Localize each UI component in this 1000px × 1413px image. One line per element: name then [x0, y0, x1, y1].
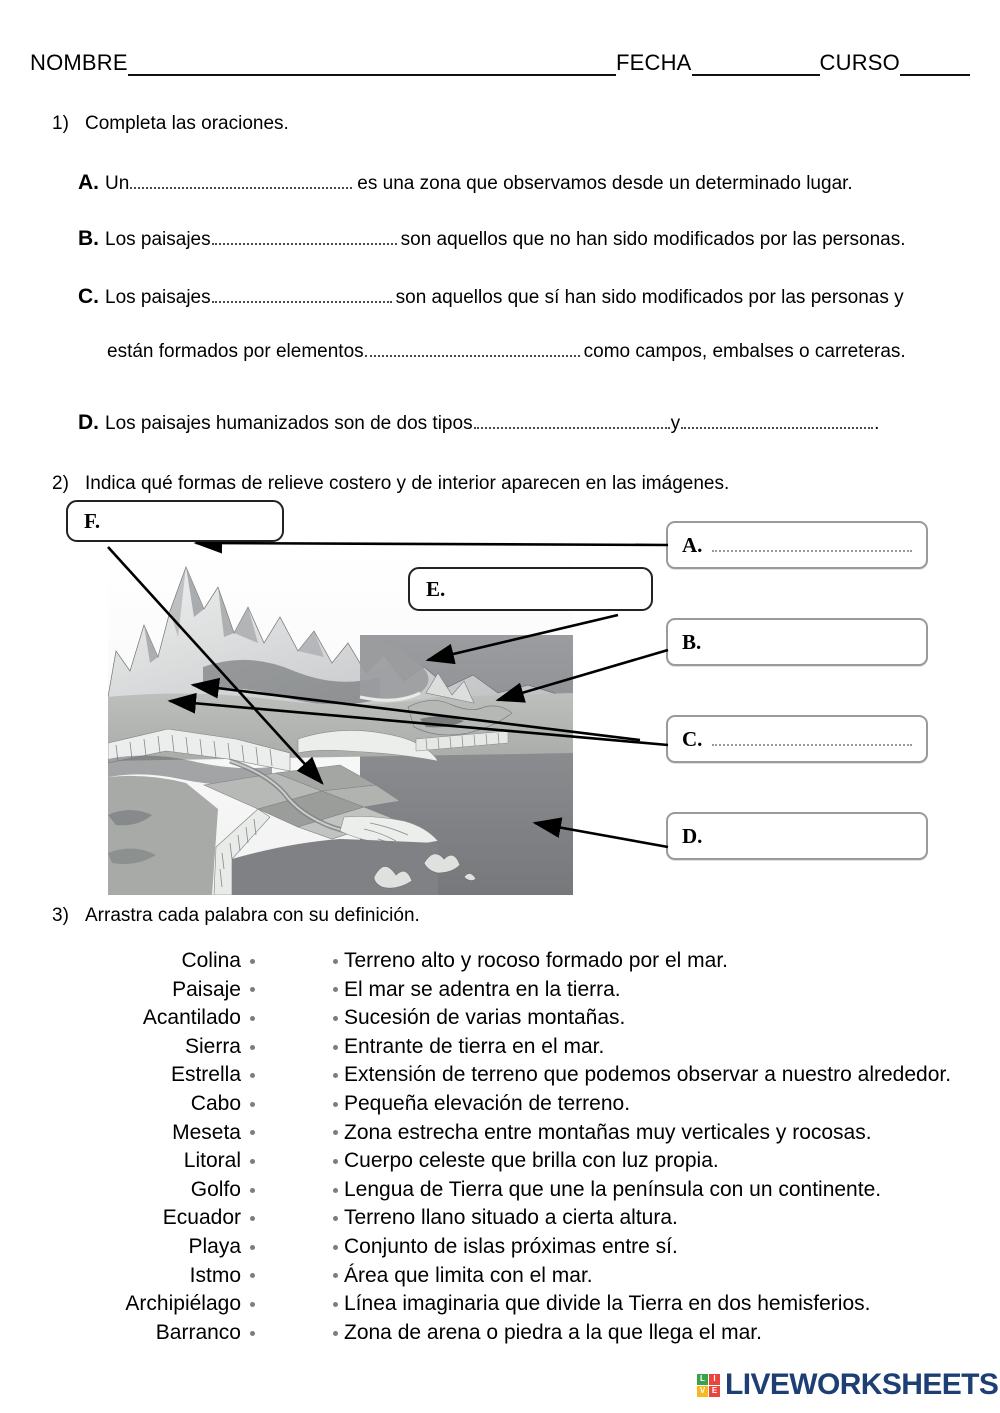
curso-input-rule[interactable]: [900, 60, 970, 76]
connector-dot[interactable]: [333, 1159, 338, 1164]
connector-dot[interactable]: [333, 1302, 338, 1307]
exercise1-number: 1): [52, 113, 69, 134]
word-label: Istmo: [189, 1263, 241, 1287]
item-a-post-text: es una zona que observamos desde un determinado lugar.: [357, 173, 853, 194]
item-d-letter: D.: [78, 411, 99, 434]
definition-label: Terreno llano situado a cierta altura.: [344, 1206, 678, 1230]
item-c2-pre-text: están formados por elementos: [107, 341, 364, 362]
logo-cell-l: L: [697, 1374, 708, 1385]
definition-label: Extensión de terreno que podemos observar a nuestro alrededor.: [344, 1063, 952, 1087]
answer-box-d-letter: D.: [682, 823, 703, 848]
item-a-letter: A.: [78, 171, 99, 194]
logo-cell-e: E: [709, 1386, 720, 1397]
exercise2-number: 2): [52, 473, 69, 494]
connector-dot[interactable]: [333, 1216, 338, 1221]
connector-dot[interactable]: [333, 1045, 338, 1050]
word-label: Meseta: [172, 1120, 241, 1144]
word-label: Golfo: [190, 1177, 241, 1201]
word-item[interactable]: [0, 1061, 255, 1090]
word-label: Acantilado: [142, 1006, 241, 1030]
word-item[interactable]: [0, 1176, 255, 1205]
item-c-post-text: son aquellos que sí han sido modificados por las personas y: [395, 287, 904, 308]
word-item[interactable]: [0, 1033, 255, 1062]
exercise1-item-c-continuation: [107, 341, 906, 363]
answer-box-a[interactable]: [666, 521, 928, 569]
curso-label: CURSO: [819, 50, 900, 75]
word-label: Playa: [188, 1234, 241, 1258]
answer-box-c[interactable]: [666, 715, 928, 763]
definition-label: Lengua de Tierra que une la península con un continente.: [344, 1177, 882, 1201]
definition-item[interactable]: [333, 1233, 1000, 1262]
arrow-a: [196, 543, 668, 545]
word-item[interactable]: [0, 976, 255, 1005]
word-label: Estrella: [170, 1063, 241, 1087]
answer-box-c-letter: C.: [682, 726, 703, 751]
nombre-input-rule[interactable]: [128, 60, 616, 76]
exercise2-diagram: [0, 495, 1000, 905]
word-item[interactable]: [0, 1319, 255, 1348]
answer-box-a-input[interactable]: [712, 539, 912, 552]
definition-item[interactable]: [333, 1147, 1000, 1176]
answer-box-a-letter: A.: [682, 532, 703, 557]
connector-dot[interactable]: [333, 1016, 338, 1021]
connector-dot[interactable]: [333, 1245, 338, 1250]
item-d-conjunction: y: [670, 413, 681, 434]
words-column: [0, 947, 255, 1347]
definition-item[interactable]: [333, 1319, 1000, 1348]
matching-exercise: [0, 947, 1000, 1347]
word-item[interactable]: [0, 1262, 255, 1291]
definition-item[interactable]: [333, 1061, 1000, 1090]
word-label: Sierra: [184, 1034, 241, 1058]
definition-label: Cuerpo celeste que brilla con luz propia.: [344, 1149, 719, 1173]
definition-item[interactable]: [333, 1204, 1000, 1233]
connector-dot[interactable]: [333, 987, 338, 992]
label-box-e-letter: E.: [426, 576, 446, 601]
word-label: Paisaje: [172, 977, 241, 1001]
definition-label: Pequeña elevación de terreno.: [344, 1091, 631, 1115]
definition-item[interactable]: [333, 1090, 1000, 1119]
connector-dot[interactable]: [333, 1273, 338, 1278]
connector-dot[interactable]: [333, 1130, 338, 1135]
item-b-letter: B.: [78, 227, 99, 250]
definition-item[interactable]: [333, 947, 1000, 976]
connector-dot[interactable]: [333, 1188, 338, 1193]
definition-item[interactable]: [333, 1033, 1000, 1062]
definition-item[interactable]: [333, 976, 1000, 1005]
answer-box-c-input[interactable]: [712, 733, 912, 746]
liveworksheets-brand-text: LIVEWORKSHEETS: [725, 1368, 999, 1401]
definition-label: El mar se adentra en la tierra.: [344, 977, 621, 1001]
item-c-blank[interactable]: [212, 288, 392, 303]
label-box-f-letter: F.: [84, 508, 101, 533]
item-b-pre-text: Los paisajes: [105, 229, 211, 250]
definition-label: Terreno alto y rocoso formado por el mar.: [344, 949, 729, 972]
word-item[interactable]: [0, 1233, 255, 1262]
connector-dot[interactable]: [333, 1073, 338, 1078]
definition-label: Conjunto de islas próximas entre sí.: [344, 1234, 678, 1258]
word-item[interactable]: [0, 1290, 255, 1319]
definition-label: Zona de arena o piedra a la que llega el mar.: [344, 1320, 762, 1344]
item-c2-post-text: como campos, embalses o carreteras.: [583, 341, 906, 362]
definition-item[interactable]: [333, 1119, 1000, 1148]
student-info-header: [30, 50, 970, 76]
exercise1-item-b: [78, 227, 906, 251]
word-label: Litoral: [183, 1149, 241, 1173]
word-label: Barranco: [155, 1320, 241, 1344]
exercise1-instruction: Completa las oraciones.: [85, 113, 289, 134]
exercise1-item-d: [78, 411, 879, 435]
exercise2-instruction: Indica qué formas de relieve costero y de interior aparecen en las imágenes.: [85, 473, 730, 494]
label-box-f[interactable]: [66, 500, 284, 542]
item-b-blank[interactable]: [212, 230, 397, 245]
definition-item[interactable]: [333, 1176, 1000, 1205]
item-c-pre-text: Los paisajes: [105, 287, 211, 308]
exercise3-instruction: Arrastra cada palabra con su definición.: [85, 905, 420, 926]
word-item[interactable]: [0, 1004, 255, 1033]
definition-item[interactable]: [333, 1262, 1000, 1291]
answer-box-b-letter: B.: [682, 629, 702, 654]
definition-label: Zona estrecha entre montañas muy verticales y rocosas.: [344, 1120, 872, 1144]
fecha-input-rule[interactable]: [692, 60, 820, 76]
item-c-letter: C.: [78, 285, 99, 308]
item-b-post-text: son aquellos que no han sido modificados por las personas.: [400, 229, 906, 250]
word-item[interactable]: [0, 1204, 255, 1233]
definition-item[interactable]: [333, 1290, 1000, 1319]
definition-label: Entrante de tierra en el mar.: [344, 1034, 605, 1058]
connector-dot[interactable]: [333, 959, 338, 964]
word-item[interactable]: [0, 1090, 255, 1119]
word-item[interactable]: [0, 1147, 255, 1176]
fecha-label: FECHA: [615, 50, 692, 75]
item-a-pre-text: Un: [105, 173, 130, 194]
logo-cell-v: V: [697, 1386, 708, 1397]
item-d-blank-2[interactable]: [681, 414, 873, 429]
answer-box-d[interactable]: [666, 812, 928, 860]
nombre-label: NOMBRE: [30, 50, 128, 75]
word-item[interactable]: [0, 947, 255, 976]
definition-label: Línea imaginaria que divide la Tierra en dos hemisferios.: [344, 1292, 871, 1316]
label-box-e[interactable]: [408, 567, 653, 611]
item-d-period: .: [874, 413, 880, 434]
word-label: Ecuador: [162, 1206, 241, 1230]
word-label: Colina: [181, 949, 241, 972]
word-label: Archipiélago: [125, 1292, 241, 1316]
item-d-pre-text: Los paisajes humanizados son de dos tipos: [105, 413, 473, 434]
connector-dot[interactable]: [333, 1331, 338, 1336]
item-a-blank[interactable]: [130, 174, 352, 189]
logo-cell-i: I: [709, 1374, 720, 1385]
item-d-blank-1[interactable]: [474, 414, 670, 429]
exercise3-number: 3): [52, 905, 69, 926]
item-c2-blank[interactable]: [365, 342, 580, 357]
word-item[interactable]: [0, 1119, 255, 1148]
definition-label: Área que limita con el mar.: [344, 1263, 593, 1287]
liveworksheets-logo[interactable]: [697, 1368, 998, 1402]
exercise1-item-c: [78, 285, 904, 309]
connector-dot[interactable]: [333, 1102, 338, 1107]
liveworksheets-mark-icon: [697, 1374, 720, 1397]
definition-item[interactable]: [333, 1004, 1000, 1033]
definition-label: Sucesión de varias montañas.: [344, 1006, 626, 1030]
exercise1-item-a: [78, 171, 853, 195]
definitions-column: [255, 947, 1000, 1347]
word-label: Cabo: [190, 1091, 241, 1115]
answer-box-b[interactable]: [666, 618, 928, 666]
